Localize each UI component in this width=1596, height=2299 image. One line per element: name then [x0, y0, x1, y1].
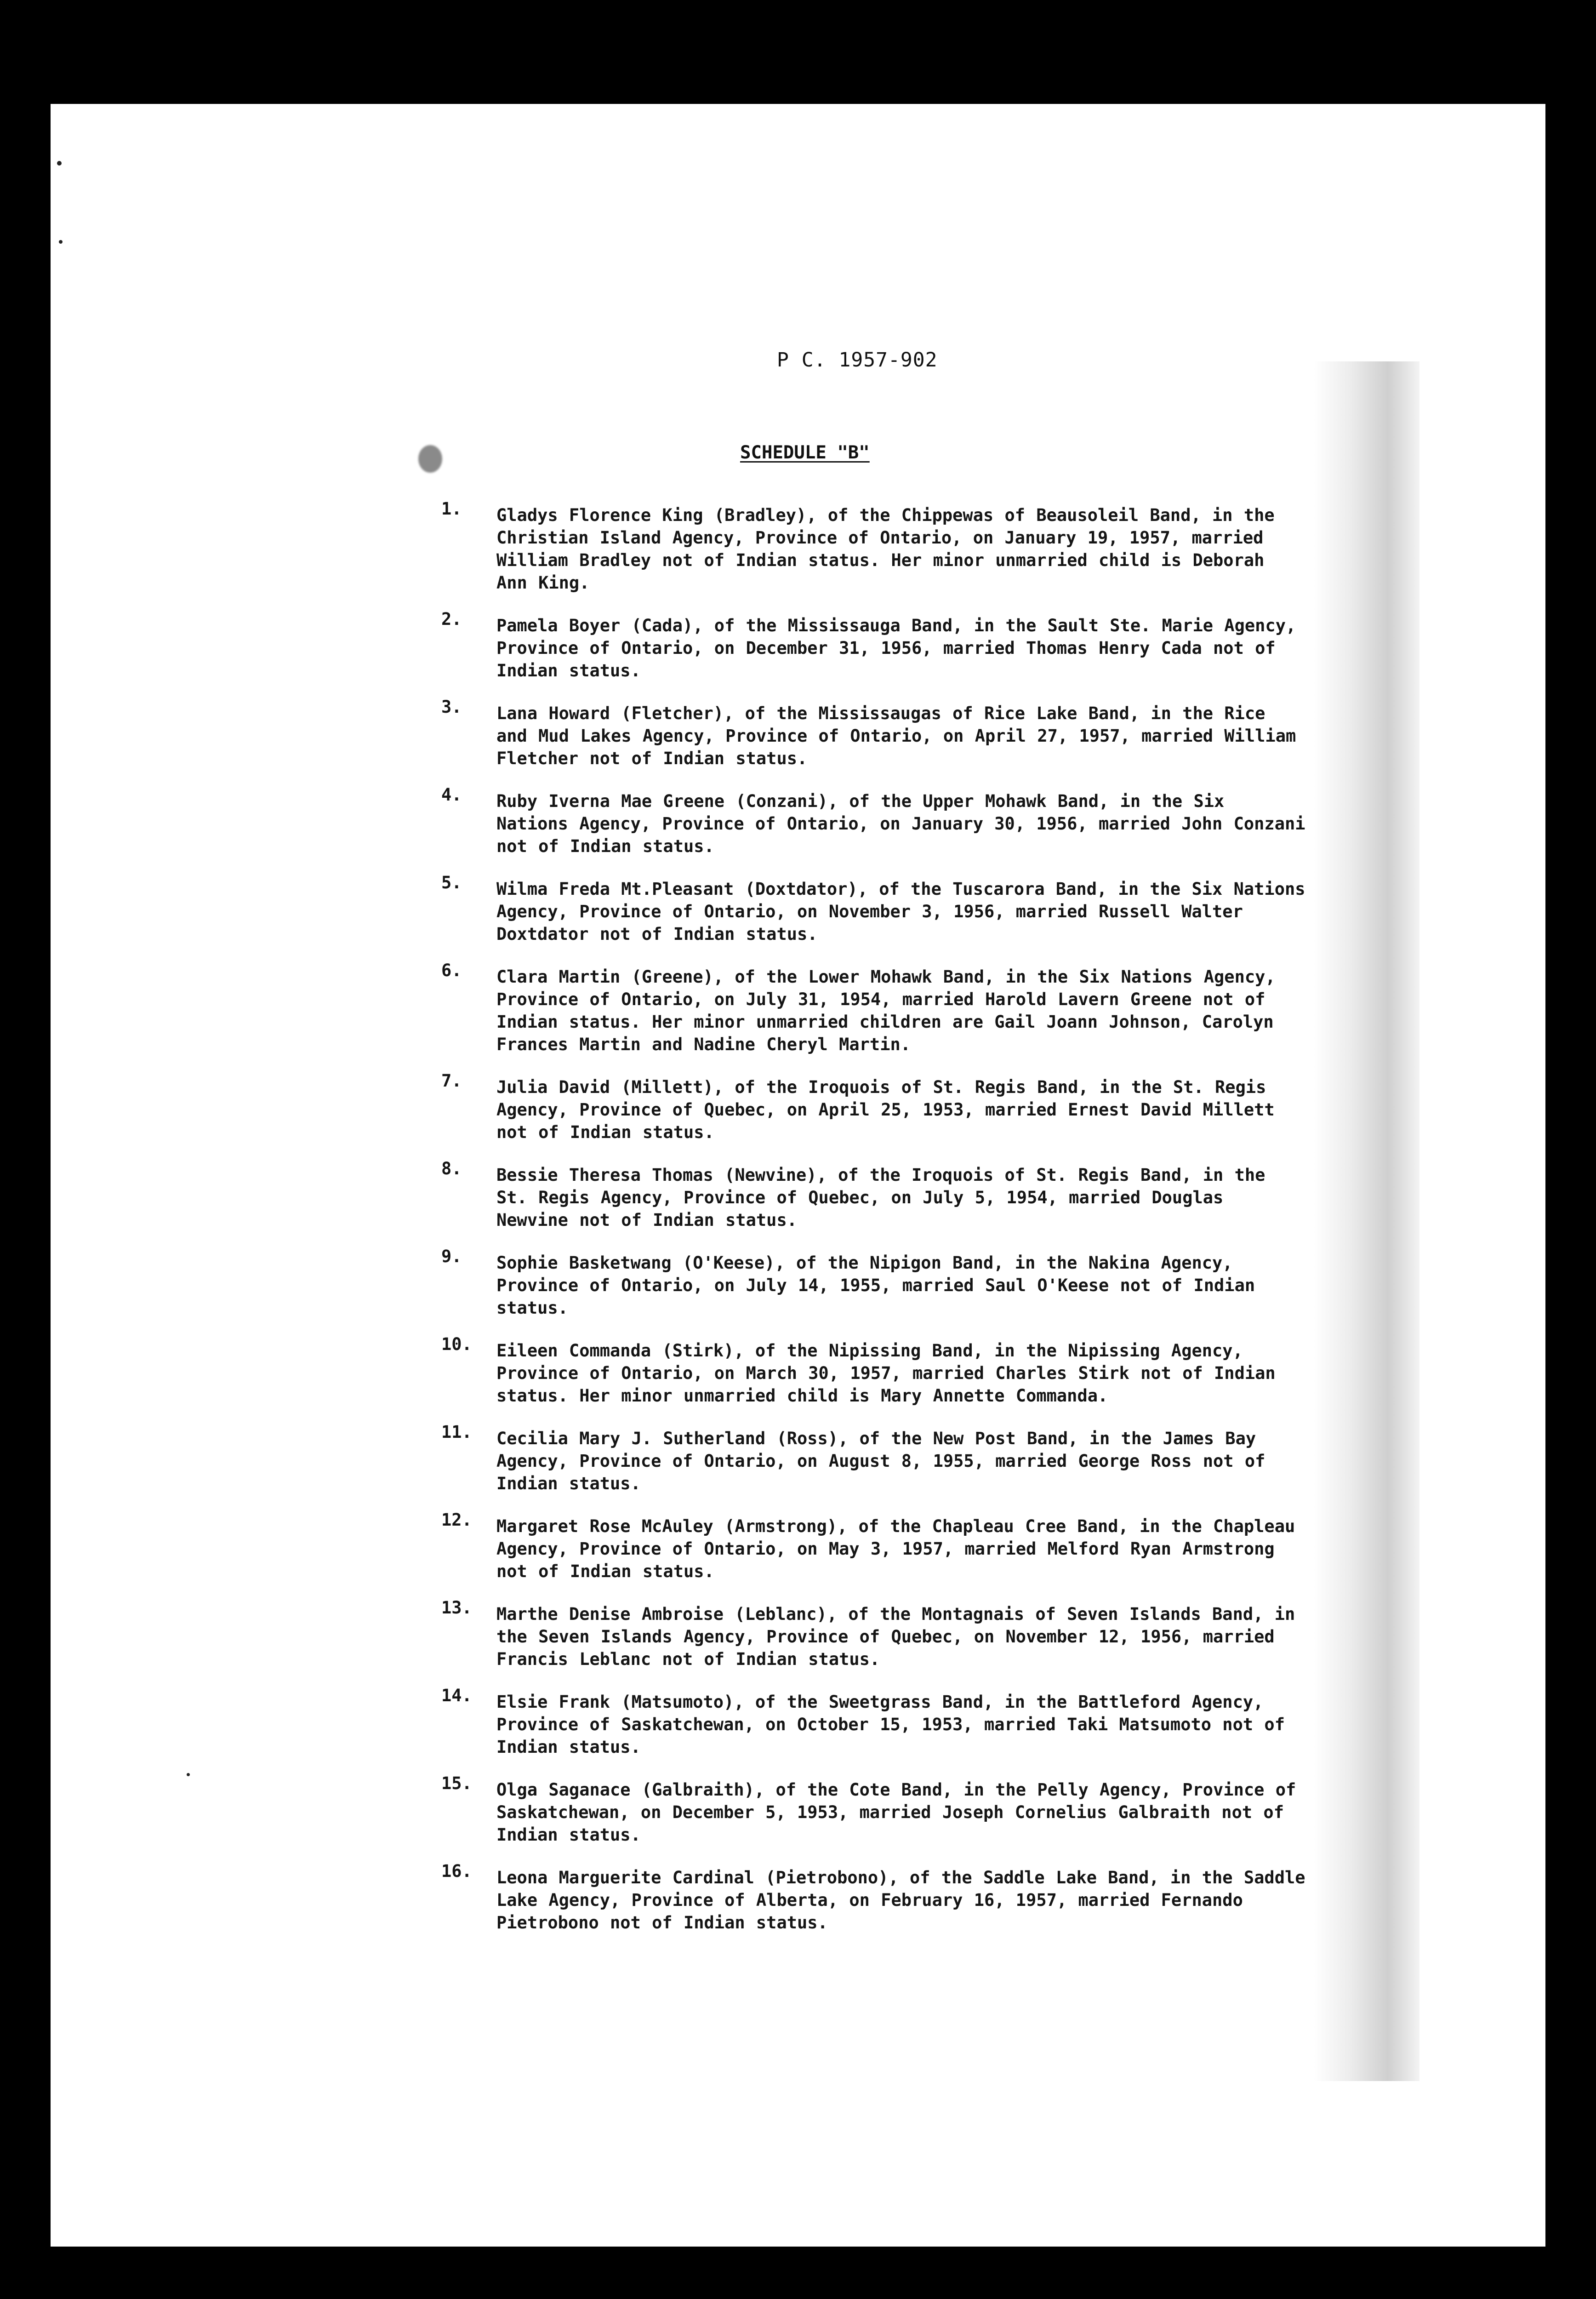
entry-list — [441, 499, 1305, 1954]
schedule-entry — [441, 609, 1305, 682]
entry-number: 15. — [441, 1773, 472, 1793]
entry-text: Elsie Frank (Matsumoto), of the Sweetgrass Band, in the Battleford Agency, Province of Saskatchewan, on October 15, 1953, married Taki Matsumoto not of Indian status. — [496, 1692, 1285, 1757]
entry-text: Eileen Commanda (Stirk), of the Nipissing Band, in the Nipissing Agency, Province of Ontario, on March 30, 1957, married Charles Stirk not of Indian status. Her minor unmarried child is Mary Annette Commanda. — [496, 1341, 1276, 1406]
entry-number: 14. — [441, 1686, 472, 1705]
schedule-title: SCHEDULE "B" — [740, 442, 870, 463]
schedule-entry — [441, 499, 1305, 594]
document-page — [51, 104, 1545, 2247]
dust-speck — [57, 161, 62, 166]
entry-number: 11. — [441, 1422, 472, 1442]
entry-number: 12. — [441, 1510, 472, 1530]
schedule-entry — [441, 1861, 1305, 1934]
entry-text: Clara Martin (Greene), of the Lower Mohawk Band, in the Six Nations Agency, Province of Ontario, on July 31, 1954, married Harold Lavern Greene not of Indian status. Her minor unmarried children are Gail Joann Johnson, Carolyn Frances Martin and Nadine Cheryl Martin. — [496, 967, 1276, 1054]
schedule-entry — [441, 1247, 1305, 1319]
entry-number: 8. — [441, 1159, 462, 1178]
entry-number: 9. — [441, 1247, 462, 1266]
entry-number: 7. — [441, 1071, 462, 1091]
entry-number: 13. — [441, 1598, 472, 1618]
schedule-entry — [441, 1159, 1305, 1231]
schedule-entry — [441, 697, 1305, 770]
entry-text: Sophie Basketwang (O'Keese), of the Nipigon Band, in the Nakina Agency, Province of Ontario, on July 14, 1955, married Saul O'Keese not of Indian status. — [496, 1253, 1255, 1318]
entry-number: 6. — [441, 961, 462, 980]
schedule-entry — [441, 1071, 1305, 1144]
entry-number: 4. — [441, 785, 462, 805]
entry-text: Wilma Freda Mt.Pleasant (Doxtdator), of the Tuscarora Band, in the Six Nations Agency, Province of Ontario, on November 3, 1956, married Russell Walter Doxtdator not of Indian status. — [496, 879, 1305, 944]
dust-speck — [187, 1773, 190, 1776]
entry-text: Julia David (Millett), of the Iroquois of St. Regis Band, in the St. Regis Agency, Province of Quebec, on April 25, 1953, married Ernest David Millett not of Indian status. — [496, 1077, 1275, 1142]
order-number-header: P C. 1957-902 — [777, 349, 938, 372]
entry-text: Lana Howard (Fletcher), of the Mississaugas of Rice Lake Band, in the Rice and Mud Lakes Agency, Province of Ontario, on April 27, 1957, married William Fletcher not of Indian status. — [496, 703, 1296, 768]
schedule-entry — [441, 1598, 1305, 1670]
entry-text: Margaret Rose McAuley (Armstrong), of the Chapleau Cree Band, in the Chapleau Agency, Province of Ontario, on May 3, 1957, married Melford Ryan Armstrong not of Indian status. — [496, 1516, 1295, 1581]
schedule-entry — [441, 961, 1305, 1056]
entry-text: Marthe Denise Ambroise (Leblanc), of the Montagnais of Seven Islands Band, in the Seven Islands Agency, Province of Quebec, on November 12, 1956, married Francis Leblanc not of Indian status. — [496, 1604, 1295, 1669]
entry-text: Bessie Theresa Thomas (Newvine), of the Iroquois of St. Regis Band, in the St. Regis Agency, Province of Quebec, on July 5, 1954, married Douglas Newvine not of Indian status. — [496, 1165, 1265, 1230]
page-edge-shadow — [1314, 361, 1419, 2081]
entry-number: 16. — [441, 1861, 472, 1881]
entry-number: 1. — [441, 499, 462, 519]
entry-text: Gladys Florence King (Bradley), of the Chippewas of Beausoleil Band, in the Christian Island Agency, Province of Ontario, on January 19, 1957, married William Bradley not of Indian status. Her minor unmarried child is Deborah Ann King. — [496, 505, 1275, 593]
entry-text: Olga Saganace (Galbraith), of the Cote Band, in the Pelly Agency, Province of Saskatchewan, on December 5, 1953, married Joseph Cornelius Galbraith not of Indian status. — [496, 1780, 1296, 1845]
entry-text: Leona Marguerite Cardinal (Pietrobono), of the Saddle Lake Band, in the Saddle Lake Agency, Province of Alberta, on February 16, 1957, married Fernando Pietrobono not of Indian status. — [496, 1868, 1305, 1933]
schedule-entry — [441, 1422, 1305, 1495]
entry-text: Pamela Boyer (Cada), of the Mississauga Band, in the Sault Ste. Marie Agency, Province of Ontario, on December 31, 1956, married Thomas Henry Cada not of Indian status. — [496, 616, 1296, 681]
schedule-entry — [441, 1686, 1305, 1758]
schedule-entry — [441, 873, 1305, 945]
entry-number: 3. — [441, 697, 462, 717]
entry-number: 5. — [441, 873, 462, 892]
entry-text: Ruby Iverna Mae Greene (Conzani), of the Upper Mohawk Band, in the Six Nations Agency, Province of Ontario, on January 30, 1956, married John Conzani not of Indian status. — [496, 791, 1305, 856]
schedule-entry — [441, 1773, 1305, 1846]
entry-number: 2. — [441, 609, 462, 629]
punch-hole — [418, 445, 442, 473]
dust-speck — [59, 240, 63, 244]
entry-number: 10. — [441, 1334, 472, 1354]
schedule-entry — [441, 785, 1305, 858]
schedule-entry — [441, 1334, 1305, 1407]
schedule-entry — [441, 1510, 1305, 1583]
entry-text: Cecilia Mary J. Sutherland (Ross), of the New Post Band, in the James Bay Agency, Province of Ontario, on August 8, 1955, married George Ross not of Indian status. — [496, 1429, 1265, 1493]
